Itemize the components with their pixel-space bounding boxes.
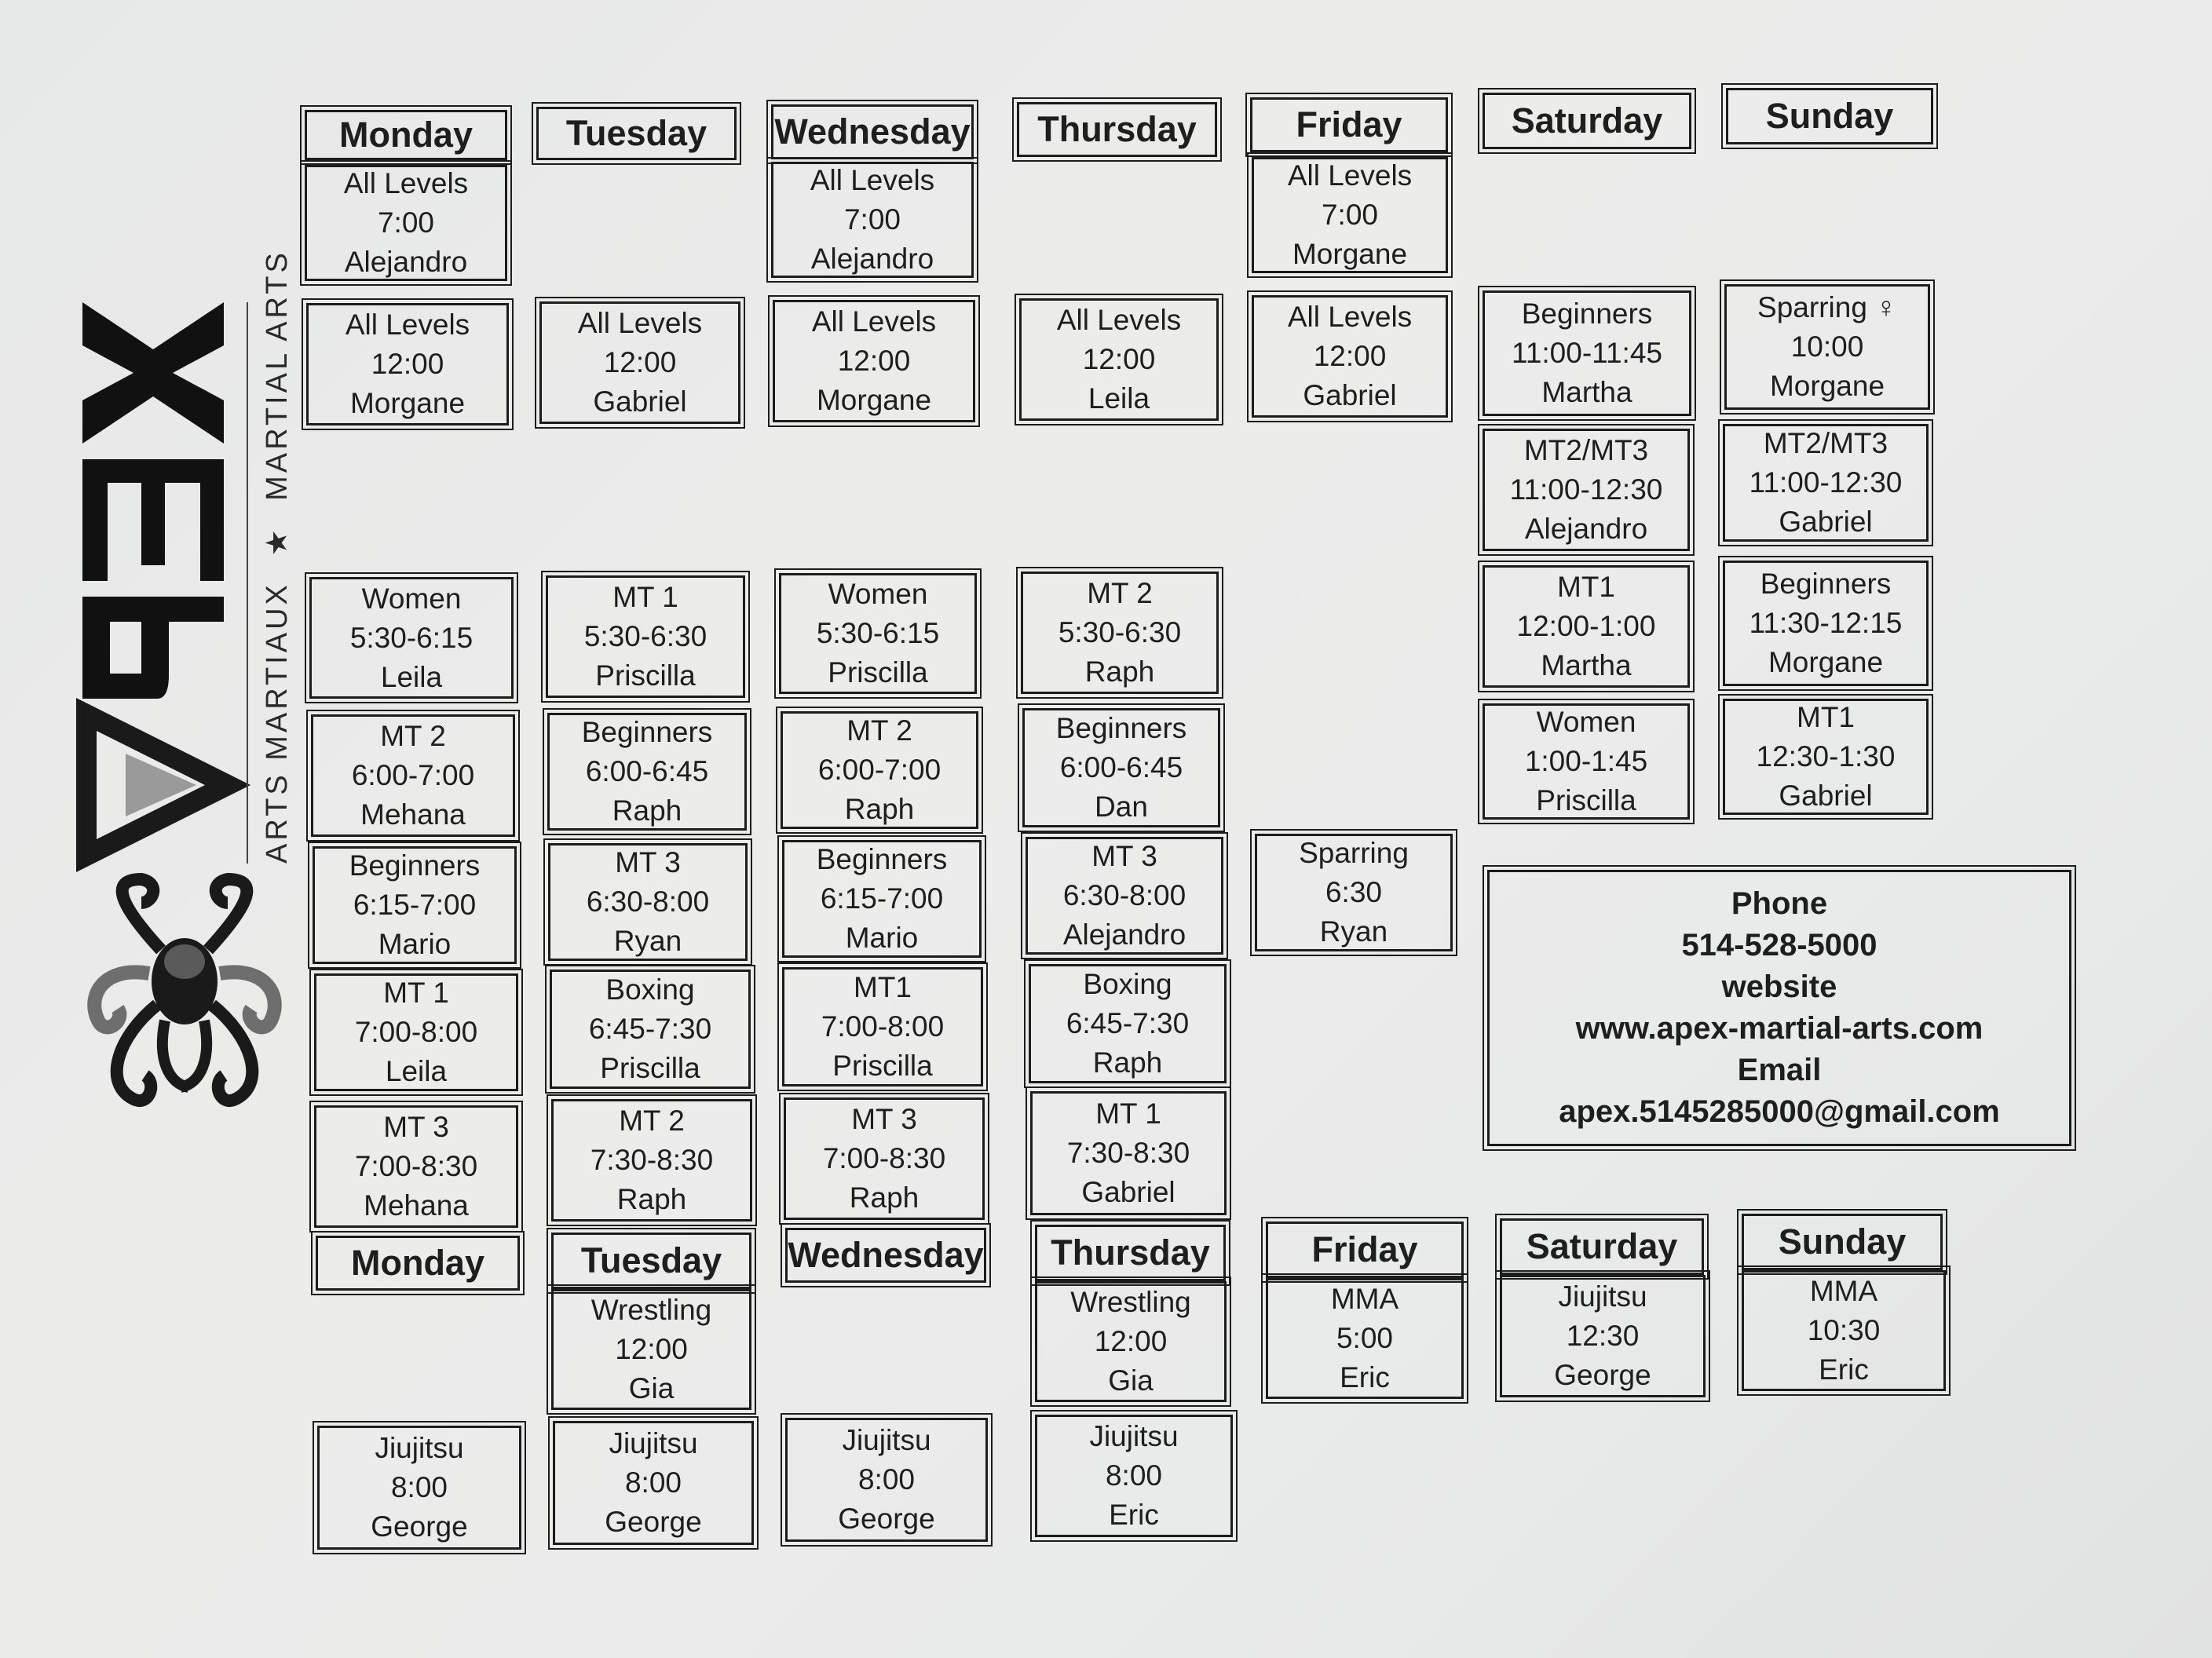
class-time: 12:00-1:00 (1516, 610, 1656, 642)
class-time: 6:45-7:30 (588, 1013, 712, 1045)
instructor: George (838, 1503, 935, 1535)
class-time: 12:00 (1313, 340, 1387, 372)
instructor: Leila (1088, 382, 1150, 414)
instructor: Gabriel (1303, 379, 1397, 411)
class-name: Beginners (1760, 568, 1892, 600)
instructor: Morgane (816, 384, 932, 416)
header-lower-saturday: Saturday (1500, 1218, 1704, 1275)
header-lower-sunday: Sunday (1742, 1214, 1943, 1270)
class-name: MT 2 (846, 714, 912, 747)
class-box-mon-e4 (314, 973, 518, 1091)
class-name: MT 1 (383, 977, 449, 1009)
class-name: Beginners (581, 716, 713, 748)
instructor: Alejandro (810, 243, 934, 275)
phone-number: 514-528-5000 (1681, 928, 1877, 962)
class-box-tue-jiujitsu (553, 1421, 754, 1545)
class-time: 6:00-6:45 (1059, 751, 1183, 783)
instructor: Priscilla (828, 656, 928, 688)
class-time: 12:00 (603, 346, 677, 378)
class-name: MMA (1809, 1275, 1878, 1307)
class-time: 11:00-12:30 (1749, 466, 1903, 498)
class-time: 7:00 (843, 203, 901, 236)
class-time: 8:00 (390, 1471, 448, 1503)
class-box-wed-e1 (779, 573, 977, 694)
instructor: Eric (1340, 1361, 1390, 1393)
class-name: Jiujitsu (609, 1427, 698, 1459)
instructor: Gabriel (1779, 780, 1873, 812)
instructor: Eric (1109, 1499, 1159, 1531)
class-box-wed-noon (773, 300, 975, 422)
class-time: 6:00-7:00 (351, 759, 475, 791)
instructor: Ryan (1319, 915, 1388, 948)
class-name: MT 2 (380, 720, 446, 752)
class-box-wed-morning (771, 162, 974, 278)
class-box-thu-e3 (1026, 837, 1223, 955)
class-box-mon-morning (305, 165, 507, 281)
class-time: 1:00-1:45 (1524, 745, 1648, 777)
class-time: 7:00-8:30 (822, 1142, 946, 1174)
class-box-tue-e1 (546, 575, 745, 698)
class-box-fri-noon (1252, 295, 1448, 418)
class-box-thu-noon (1019, 298, 1219, 421)
class-time: 11:00-11:45 (1511, 337, 1662, 369)
instructor: Priscilla (600, 1052, 700, 1084)
contact-info-box (1487, 870, 2071, 1146)
class-time: 7:00-8:00 (821, 1010, 945, 1043)
class-time: 12:30 (1566, 1320, 1640, 1352)
header-upper-thursday: Thursday (1017, 102, 1217, 157)
class-box-sat-2 (1483, 429, 1690, 551)
instructor: Gia (1108, 1364, 1154, 1397)
header-lower-thursday: Thursday (1035, 1225, 1226, 1281)
class-box-tue-e5 (551, 1099, 752, 1222)
class-box-mon-e1 (309, 577, 514, 699)
star-icon: ★ (261, 526, 294, 557)
class-box-mon-e2 (311, 714, 515, 837)
instructor: Alejandro (1524, 513, 1648, 545)
class-name: Beginners (1055, 712, 1187, 744)
class-name: All Levels (1287, 301, 1413, 333)
class-time: 12:00 (371, 348, 444, 380)
instructor: Morgane (1292, 238, 1408, 270)
class-box-thu-e1 (1021, 572, 1219, 694)
class-time: 5:30-6:15 (816, 617, 940, 649)
class-name: MT 3 (383, 1111, 449, 1143)
class-box-sun-3 (1723, 561, 1929, 686)
class-time: 11:00-12:30 (1509, 473, 1663, 506)
class-name: All Levels (1056, 304, 1182, 336)
class-box-sat-4 (1483, 703, 1690, 820)
class-name: MT 1 (1095, 1097, 1161, 1130)
class-box-mon-e5 (314, 1105, 518, 1228)
class-name: Jiujitsu (375, 1432, 464, 1464)
class-time: 6:15-7:00 (820, 882, 944, 915)
class-box-thu-e5 (1030, 1091, 1227, 1215)
instructor: Dan (1095, 791, 1148, 823)
class-box-tue-wrestling (551, 1289, 751, 1410)
class-box-thu-wrestling (1035, 1281, 1227, 1402)
class-box-sat-1 (1483, 290, 1691, 416)
class-time: 6:45-7:30 (1066, 1007, 1190, 1039)
instructor: Gabriel (1081, 1176, 1175, 1208)
class-name: All Levels (1287, 159, 1413, 192)
class-name: Wrestling (590, 1294, 712, 1326)
instructor: Gabriel (1779, 506, 1873, 538)
class-box-wed-e3 (782, 840, 982, 958)
header-upper-monday: Monday (305, 110, 507, 160)
header-upper-friday: Friday (1250, 97, 1448, 152)
class-time: 6:30-8:00 (1062, 879, 1186, 911)
class-time: 8:00 (1105, 1459, 1162, 1492)
octopus-emblem (94, 879, 275, 1101)
instructor: Mario (378, 928, 452, 960)
header-upper-wednesday: Wednesday (771, 104, 974, 159)
class-box-wed-e2 (781, 711, 978, 829)
class-time: 12:00 (1094, 1325, 1168, 1357)
class-name: MT2/MT3 (1763, 427, 1888, 459)
class-name: All Levels (810, 164, 935, 196)
class-name: MT 3 (1091, 840, 1157, 872)
tagline-en: MARTIAL ARTS (261, 250, 294, 501)
email-label: Email (1737, 1053, 1822, 1087)
class-box-fri-e1 (1255, 834, 1453, 951)
class-box-tue-e4 (550, 970, 751, 1089)
class-name: MT2/MT3 (1523, 434, 1649, 466)
class-box-tue-e2 (547, 713, 747, 831)
class-name: MT1 (1797, 701, 1855, 733)
instructor: Raph (844, 793, 915, 825)
class-time: 12:00 (837, 345, 911, 377)
header-lower-monday: Monday (316, 1236, 520, 1291)
instructor: Leila (385, 1055, 448, 1087)
class-time: 11:30-12:15 (1749, 607, 1903, 639)
class-time: 7:00 (1321, 199, 1378, 231)
instructor: Raph (1092, 1046, 1163, 1079)
class-name: Sparring (1299, 837, 1409, 869)
class-name: MT 2 (1087, 577, 1153, 609)
class-name: Women (361, 582, 462, 615)
instructor: Mehana (364, 1189, 469, 1222)
website-label: website (1721, 970, 1837, 1004)
instructor: Raph (849, 1181, 920, 1214)
class-box-fri-morning (1252, 157, 1448, 273)
instructor: Priscilla (595, 659, 696, 692)
class-time: 7:30-8:30 (590, 1144, 714, 1176)
instructor: George (605, 1506, 702, 1538)
class-box-mon-jiujitsu (317, 1426, 521, 1550)
class-box-sun-1 (1724, 284, 1930, 410)
instructor: Martha (1541, 649, 1632, 681)
instructor: Priscilla (1536, 784, 1636, 816)
class-box-wed-jiujitsu (785, 1418, 988, 1542)
class-time: 7:30-8:30 (1066, 1137, 1190, 1169)
class-name: Boxing (1083, 968, 1172, 1000)
header-upper-sunday: Sunday (1726, 88, 1933, 144)
class-name: MT 3 (615, 846, 681, 878)
class-time: 5:30-6:30 (583, 620, 707, 652)
class-name: Beginners (349, 849, 481, 882)
class-time: 5:30-6:15 (349, 621, 473, 654)
header-upper-saturday: Saturday (1483, 93, 1691, 149)
class-time: 6:00-7:00 (817, 754, 941, 786)
class-name: MT 1 (612, 581, 678, 613)
header-lower-tuesday: Tuesday (551, 1233, 751, 1289)
class-name: Wrestling (1070, 1286, 1191, 1318)
instructor: Leila (380, 660, 443, 693)
tagline-fr: ARTS MARTIAUX (261, 582, 294, 864)
website-url: www.apex-martial-arts.com (1575, 1011, 1983, 1046)
class-box-fri-mma (1266, 1278, 1464, 1399)
class-time: 10:30 (1807, 1314, 1881, 1346)
class-box-sat-jiujitsu (1500, 1275, 1706, 1397)
instructor: Priscilla (832, 1050, 933, 1082)
class-time: 7:00-8:00 (354, 1016, 478, 1048)
phone-label: Phone (1731, 886, 1828, 921)
instructor: Raph (1084, 656, 1155, 688)
instructor: Raph (612, 794, 682, 827)
class-box-sun-4 (1723, 699, 1929, 815)
class-time: 8:00 (857, 1463, 915, 1495)
class-time: 6:00-6:45 (585, 755, 709, 787)
instructor: Mehana (360, 798, 466, 831)
class-name: Beginners (1521, 298, 1653, 330)
instructor: Gia (628, 1372, 675, 1404)
instructor: George (1554, 1359, 1651, 1391)
class-name: Jiujitsu (1558, 1280, 1647, 1313)
class-time: 7:00-8:30 (354, 1150, 478, 1182)
instructor: Mario (845, 922, 919, 954)
instructor: Raph (616, 1183, 687, 1215)
apex-wordmark (82, 302, 228, 856)
class-time: 5:00 (1336, 1322, 1393, 1354)
class-name: MT1 (1557, 571, 1615, 603)
tagline-vertical (259, 250, 294, 864)
instructor: Ryan (613, 925, 682, 957)
header-upper-tuesday: Tuesday (536, 107, 737, 160)
header-lower-wednesday: Wednesday (785, 1228, 986, 1283)
class-name: Women (828, 578, 928, 610)
class-time: 7:00 (377, 206, 434, 239)
class-time: 8:00 (624, 1466, 682, 1499)
instructor: Morgane (1768, 646, 1884, 678)
email-address: apex.5145285000@gmail.com (1559, 1094, 2000, 1129)
class-time: 10:00 (1790, 331, 1864, 363)
class-name: All Levels (811, 305, 937, 338)
class-name: MT1 (854, 971, 912, 1003)
class-name: All Levels (343, 167, 469, 199)
class-box-tue-e3 (548, 843, 748, 961)
instructor: Morgane (349, 387, 466, 419)
class-time: 12:30-1:30 (1756, 740, 1896, 772)
header-lower-friday: Friday (1266, 1222, 1464, 1278)
class-time: 12:00 (1082, 343, 1156, 375)
class-box-wed-e5 (784, 1097, 985, 1220)
class-box-sun-mma (1742, 1270, 1946, 1391)
class-time: 6:15-7:00 (353, 889, 477, 921)
class-box-thu-e2 (1022, 708, 1220, 827)
class-box-sun-2 (1723, 424, 1929, 542)
instructor: Gabriel (593, 385, 687, 418)
class-box-thu-jiujitsu (1035, 1415, 1233, 1537)
class-name: All Levels (345, 309, 470, 341)
class-box-thu-e4 (1029, 964, 1227, 1083)
instructor: Eric (1819, 1353, 1869, 1386)
class-box-mon-noon (306, 303, 509, 425)
class-box-sat-3 (1483, 565, 1690, 688)
class-name: MT 3 (851, 1103, 917, 1135)
class-name: Women (1536, 706, 1636, 738)
class-name: MMA (1330, 1283, 1399, 1315)
class-box-mon-e3 (313, 846, 517, 964)
instructor: Morgane (1769, 370, 1885, 402)
class-time: 12:00 (615, 1333, 688, 1365)
class-box-tue-noon (539, 301, 740, 424)
class-name: All Levels (577, 307, 703, 339)
instructor: Alejandro (1062, 918, 1186, 951)
instructor: Alejandro (344, 246, 468, 278)
class-name: Sparring ♀ (1757, 291, 1897, 323)
class-time: 6:30-8:00 (586, 886, 710, 918)
class-time: 5:30-6:30 (1058, 616, 1182, 648)
class-name: Boxing (605, 973, 695, 1006)
class-time: 6:30 (1325, 876, 1382, 908)
class-box-wed-e4 (782, 967, 983, 1086)
class-name: Beginners (816, 843, 948, 875)
class-name: MT 2 (619, 1105, 685, 1137)
instructor: Martha (1541, 376, 1632, 408)
class-name: Jiujitsu (1089, 1420, 1179, 1452)
class-name: Jiujitsu (842, 1424, 931, 1456)
instructor: George (371, 1510, 468, 1543)
